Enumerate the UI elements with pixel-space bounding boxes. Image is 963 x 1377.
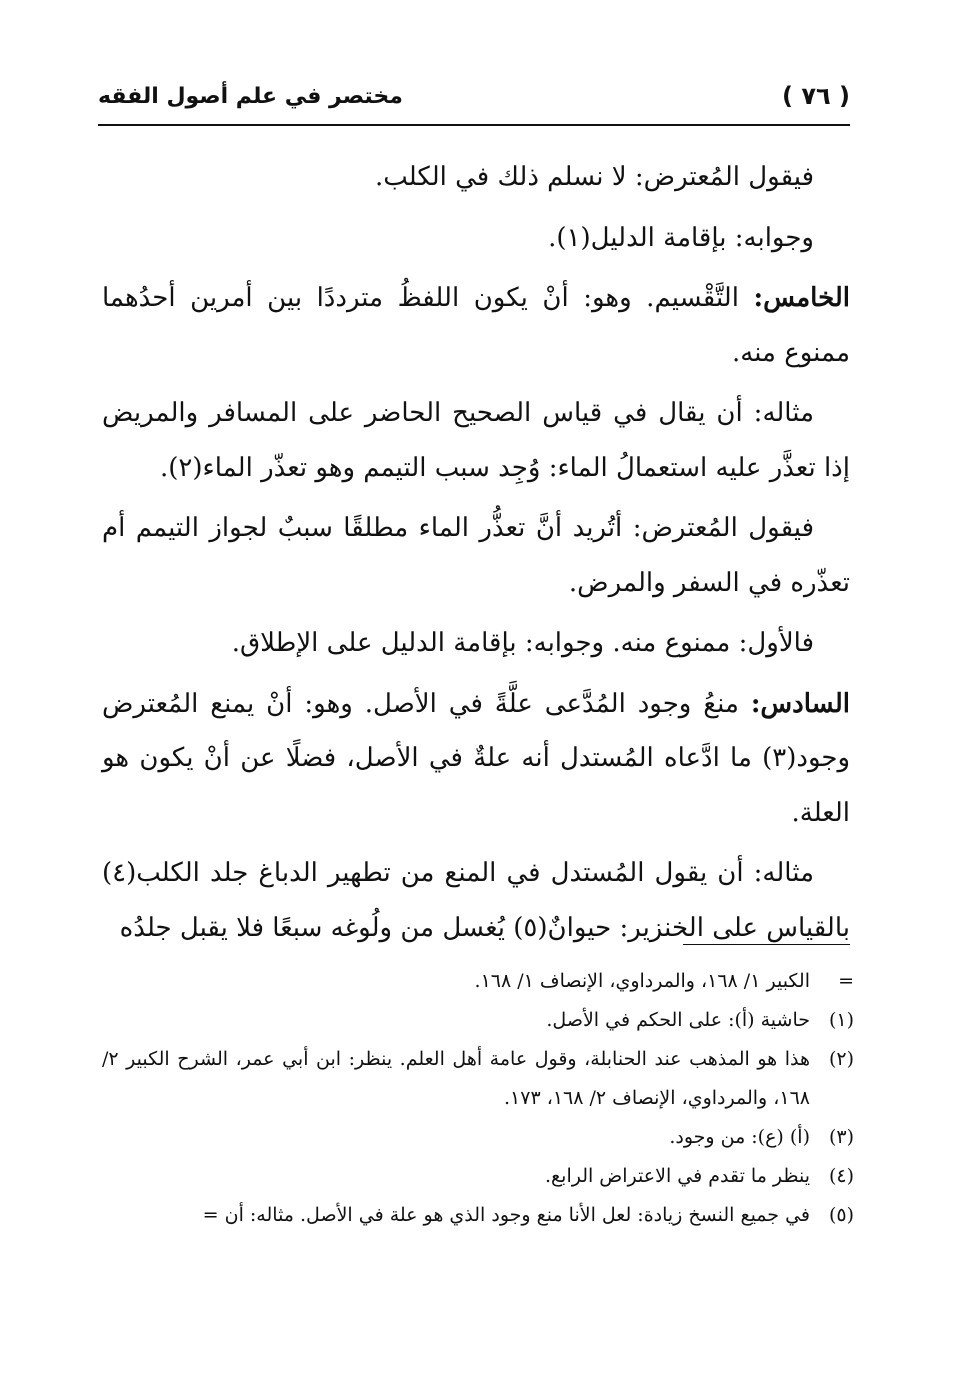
- footnote: [102, 1040, 854, 1118]
- footnote: [102, 962, 854, 1001]
- paragraph-text: التَّقْسيم. وهو: أنْ يكون اللفظُ مترددًا بين أمرين أحدُهما ممنوع منه.: [102, 283, 850, 368]
- paragraph: فالأول: ممنوع منه. وجوابه: بإقامة الدليل على الإطلاق.: [231, 628, 814, 658]
- footnote-text: حاشية (أ): على الحكم في الأصل.: [546, 1009, 810, 1031]
- paragraph: وجوابه: بإقامة الدليل(١).: [548, 222, 814, 253]
- footnote-text: هذا هو المذهب عند الحنابلة، وقول عامة أهل العلم. ينظر: ابن أبي عمر، الشرح الكبير ٢/ ١٦٨، والمرداوي، الإنصاف ٢/ ١٦٨، ١٧٣.: [102, 1048, 810, 1109]
- paragraph: مثاله: أن يقول المُستدل في المنع من تطهير الدباغ جلد الكلب(٤) بالقياس على الخنزير: حيوانٌ(٥) يُغسل من ولُوغه سبعًا فلا يقبل جلدُه: [102, 858, 850, 943]
- paragraph-text: منعُ وجود المُدَّعى علَّةً في الأصل. وهو: أنْ يمنع المُعترض وجود(٣) ما ادَّعاه المُستدل أنه علةٌ في الأصل، فضلًا عن أنْ يكون هو العلة.: [102, 688, 850, 828]
- main-text: [102, 150, 850, 961]
- book-title: مختصر في علم أصول الفقه: [98, 84, 403, 109]
- footnote-divider: [683, 944, 850, 945]
- paragraph: [102, 271, 850, 380]
- footnote-mark: (٢): [828, 1048, 854, 1070]
- footnote-text: (أ) (ع): من وجود.: [669, 1126, 810, 1148]
- paragraph: فيقول المُعترض: لا نسلم ذلك في الكلب.: [374, 162, 814, 192]
- header-divider: [98, 124, 850, 126]
- paragraph: [102, 677, 850, 841]
- footnote-text: الكبير ١/ ١٦٨، والمرداوي، الإنصاف ١/ ١٦٨.: [474, 970, 810, 992]
- footnote-mark: =: [838, 970, 854, 992]
- footnote: [102, 1001, 854, 1040]
- footnote: [102, 1157, 854, 1196]
- footnote: [102, 1196, 854, 1235]
- footnote-text: في جميع النسخ زيادة: لعل الأنا منع وجود الذي هو علة في الأصل. مثاله: أن =: [202, 1204, 810, 1226]
- footnote-mark: (٤): [828, 1165, 854, 1187]
- section-term: السادس:: [750, 688, 850, 719]
- footnotes: [102, 962, 854, 1235]
- footnote-text: ينظر ما تقدم في الاعتراض الرابع.: [545, 1165, 810, 1187]
- footnote: [102, 1118, 854, 1157]
- page-header: [98, 80, 850, 120]
- footnote-mark: (٣): [828, 1126, 854, 1148]
- footnote-mark: (٥): [828, 1204, 854, 1226]
- paragraph: مثاله: أن يقال في قياس الصحيح الحاضر على المسافر والمريض إذا تعذَّر عليه استعمالُ الماء: وُجِد سبب التيمم وهو تعذّر الماء(٢).: [102, 398, 850, 483]
- footnote-mark: (١): [828, 1009, 854, 1031]
- page-number: ( ٧٦ ): [782, 82, 850, 110]
- section-term: الخامس:: [753, 283, 850, 313]
- paragraph: فيقول المُعترض: أتُريد أنَّ تعذُّر الماء مطلقًا سببٌ لجواز التيمم أم تعذّره في السفر والمرض.: [102, 513, 850, 598]
